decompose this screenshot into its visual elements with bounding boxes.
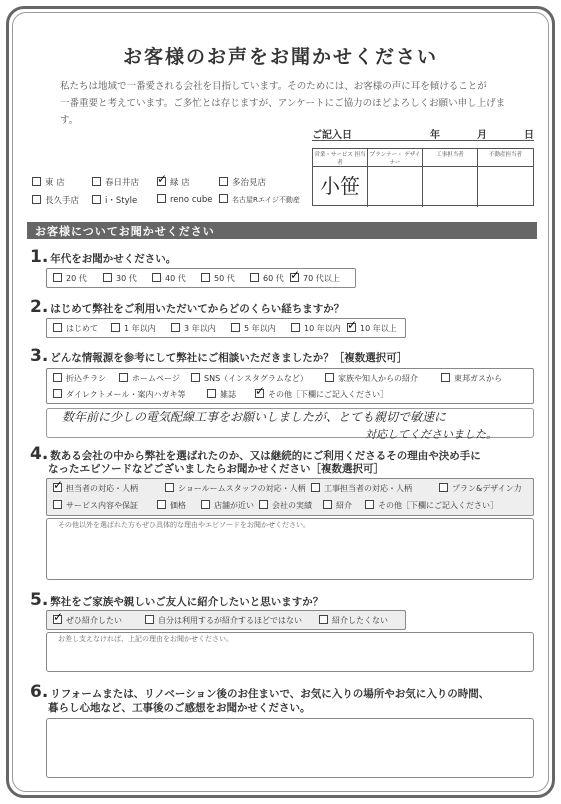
q1-option-30s[interactable] xyxy=(103,273,137,284)
q5-option-no[interactable] xyxy=(319,615,388,626)
option-label: 1 年以内 xyxy=(124,324,156,333)
q4-option-staff[interactable] xyxy=(53,478,138,494)
option-label: ダイレクトメール・案内ハガキ等 xyxy=(66,390,186,399)
staff-table xyxy=(312,148,534,206)
staff-header-sales: 営業・サービス 担当者 xyxy=(313,149,368,167)
q5-option-not-enough[interactable] xyxy=(145,615,302,626)
q4-option-service[interactable] xyxy=(53,500,138,511)
option-label: はじめて xyxy=(66,324,98,333)
checkbox[interactable] xyxy=(439,483,448,492)
q3-option-referral[interactable] xyxy=(325,373,418,384)
option-label: 30 代 xyxy=(116,274,137,283)
option-label: 3 年以内 xyxy=(184,324,216,333)
option-label: 東邦ガスから xyxy=(454,374,502,383)
option-label: プラン&デザイン力 xyxy=(452,484,522,493)
checkbox[interactable] xyxy=(53,389,62,398)
q4-note: その他以外を選ばれた方もぜひ具体的な理由やエピソードをお聞かせください。 xyxy=(58,521,310,529)
question-text-line-1: リフォームまたは、リノベーション後のお住まいで、お気に入りの場所やお気に入りの時間、 xyxy=(50,688,490,700)
question-number: 6. xyxy=(30,682,49,702)
q4-option-referral[interactable] xyxy=(323,500,352,511)
checkbox-checked[interactable] xyxy=(53,610,64,624)
store-midori[interactable] xyxy=(157,172,190,188)
q3-option-magazine[interactable] xyxy=(207,389,236,400)
option-label: SNS（インスタグラムなど） xyxy=(204,374,308,383)
q3-option-homepage[interactable] xyxy=(119,373,180,384)
check-mark-icon: ✓ xyxy=(290,268,301,282)
question-number: 2. xyxy=(30,297,49,317)
store-renocube[interactable] xyxy=(157,194,213,205)
option-label: 50 代 xyxy=(214,274,235,283)
q4-option-construction-staff[interactable] xyxy=(311,483,412,494)
option-label: 会社の実績 xyxy=(272,501,312,510)
q2-option-3yr[interactable] xyxy=(171,323,216,334)
section-header: お客様についてお聞かせください xyxy=(27,222,537,239)
checkbox[interactable] xyxy=(53,373,62,382)
question-1 xyxy=(30,247,176,267)
checkbox-checked[interactable] xyxy=(157,172,168,186)
checkbox[interactable] xyxy=(119,373,128,382)
question-text: 弊社をご家族や親しいご友人に紹介したいと思いますか？ xyxy=(50,596,324,608)
question-5 xyxy=(30,590,323,610)
checkbox[interactable] xyxy=(291,323,300,332)
q1-option-20s[interactable] xyxy=(53,273,87,284)
checkbox[interactable] xyxy=(92,195,101,204)
q3-option-toho-gas[interactable] xyxy=(441,373,502,384)
checkbox[interactable] xyxy=(319,615,328,624)
checkbox[interactable] xyxy=(201,273,210,282)
store-label: 多治見店 xyxy=(232,178,267,188)
staff-cell-sales[interactable] xyxy=(313,167,368,207)
checkbox[interactable] xyxy=(32,177,41,186)
staff-cell-construction[interactable] xyxy=(423,167,478,207)
check-mark-icon: ✓ xyxy=(347,318,358,332)
q5-options xyxy=(46,610,406,630)
question-number: 1. xyxy=(30,247,49,267)
checkbox-checked[interactable] xyxy=(347,318,358,332)
question-number: 4. xyxy=(30,444,49,464)
store-nagoya-r-age[interactable] xyxy=(219,194,300,205)
store-label: 春日井店 xyxy=(105,178,140,188)
entry-date-field[interactable] xyxy=(312,125,534,141)
option-label: 家族や知人からの紹介 xyxy=(338,374,418,383)
q3-handwritten-answer-line-1: 数年前に少しの電気配線工事をお願いしましたが、とても親切で敏速に xyxy=(62,410,447,424)
checkbox[interactable] xyxy=(325,373,334,382)
checkbox-checked[interactable] xyxy=(255,384,266,398)
q6-answer-area[interactable] xyxy=(46,718,534,778)
store-nagakute[interactable] xyxy=(32,194,79,206)
checkbox-checked[interactable] xyxy=(290,268,301,282)
month-label: 月 xyxy=(477,130,487,141)
sales-staff-name: 小笹 xyxy=(320,174,360,198)
question-number: 5. xyxy=(30,590,49,610)
checkbox[interactable] xyxy=(157,194,166,203)
checkbox[interactable] xyxy=(53,323,62,332)
option-label: 雑誌 xyxy=(220,390,236,399)
question-text: はじめて弊社をご利用いただいてからどのくらい経ちますか？ xyxy=(50,303,345,315)
option-label: 5 年以内 xyxy=(244,324,276,333)
q2-option-5yr[interactable] xyxy=(231,323,276,334)
checkbox-checked[interactable] xyxy=(53,478,64,492)
option-label: 折込チラシ xyxy=(66,374,106,383)
page-title: お客様のお声をお聞かせください xyxy=(122,46,438,68)
option-label: 店舗が近い xyxy=(214,501,254,510)
q1-options xyxy=(46,268,356,288)
checkbox[interactable] xyxy=(311,483,320,492)
q4-option-price[interactable] xyxy=(157,500,186,511)
check-mark-icon: ✓ xyxy=(53,610,64,624)
q4-option-store-near[interactable] xyxy=(201,500,254,511)
checkbox[interactable] xyxy=(441,373,450,382)
option-label: サービス内容や保証 xyxy=(66,501,138,510)
checkbox[interactable] xyxy=(92,177,101,186)
option-label: 40 代 xyxy=(165,274,186,283)
option-label: その他［下欄にご記入ください］ xyxy=(378,501,498,510)
check-mark-icon: ✓ xyxy=(53,478,64,492)
q5-option-definitely[interactable] xyxy=(53,610,122,626)
checkbox[interactable] xyxy=(152,273,161,282)
question-2 xyxy=(30,297,344,317)
checkbox[interactable] xyxy=(157,500,166,509)
q4-option-other[interactable] xyxy=(365,500,498,511)
q4-options xyxy=(46,478,534,516)
checkbox[interactable] xyxy=(219,194,228,203)
option-label: 10 年以上 xyxy=(360,324,397,333)
option-label: 70 代以上 xyxy=(303,274,340,283)
store-label: 名古屋Rエイジ不動産 xyxy=(232,196,300,204)
option-label: 価格 xyxy=(170,501,186,510)
q2-option-10yr-plus[interactable] xyxy=(347,318,397,334)
checkbox[interactable] xyxy=(32,195,41,204)
q5-note: お差し支えなければ、上記の理由をお聞かせください。 xyxy=(58,635,233,643)
checkbox[interactable] xyxy=(171,323,180,332)
q1-option-40s[interactable] xyxy=(152,273,186,284)
intro-line-1: 私たちは地域で一番愛される会社を目指しています。そのためには、お客様の声に耳を傾けることが xyxy=(60,81,487,92)
q3-option-direct-mail[interactable] xyxy=(53,389,185,400)
q2-option-1yr[interactable] xyxy=(111,323,156,334)
option-label: 自分は利用するが紹介するほどではない xyxy=(158,616,302,625)
checkbox[interactable] xyxy=(323,500,332,509)
question-text: どんな情報源を参考にして弊社にご相談いただきましたか？［複数選択可］ xyxy=(50,352,408,364)
option-label: 紹介 xyxy=(336,501,352,510)
q1-option-50s[interactable] xyxy=(201,273,235,284)
q4-option-plan-design[interactable] xyxy=(439,483,522,494)
checkbox[interactable] xyxy=(53,500,62,509)
q4-option-track-record[interactable] xyxy=(259,500,312,511)
q3-option-other[interactable] xyxy=(255,384,388,400)
question-text-line-1: 数ある会社の中から弊社を選ばれたのか、又は継続的にご利用くださるその理由や決め手に xyxy=(50,450,481,462)
checkbox[interactable] xyxy=(111,323,120,332)
day-label: 日 xyxy=(524,130,534,141)
store-label: 長久手店 xyxy=(45,196,80,206)
option-label: 60 代 xyxy=(263,274,284,283)
option-label: 工事担当者の対応・人柄 xyxy=(324,484,412,493)
store-istyle[interactable] xyxy=(92,194,137,206)
q3-options xyxy=(46,368,534,404)
q3-handwritten-answer-line-2: 対応してくださいました。 xyxy=(365,428,497,441)
year-label: 年 xyxy=(430,130,440,141)
staff-header-realestate: 不動産担当者 xyxy=(478,149,533,167)
q4-option-showroom[interactable] xyxy=(165,483,306,494)
staff-header-planner: プランナー・ デザイナー xyxy=(368,149,423,167)
q2-options xyxy=(46,318,406,338)
checkbox[interactable] xyxy=(231,323,240,332)
option-label: ショールームスタッフの対応・人柄 xyxy=(178,484,306,493)
store-tajimi[interactable] xyxy=(219,176,266,188)
option-label: その他［下欄にご記入ください］ xyxy=(268,390,388,399)
checkbox[interactable] xyxy=(145,615,154,624)
store-label: 東 店 xyxy=(45,178,65,188)
option-label: 10 年以内 xyxy=(304,324,341,333)
checkbox[interactable] xyxy=(103,273,112,282)
intro-line-2: 一番重要と考えています。ご多忙とは存じますが、アンケートにご協力のほどよろしくお願い申し上げます。 xyxy=(60,98,506,126)
question-number: 3. xyxy=(30,346,49,366)
store-label: reno cube xyxy=(170,195,213,205)
option-label: ホームページ xyxy=(132,374,180,383)
option-label: 紹介したくない xyxy=(332,616,388,625)
q1-option-70s-plus[interactable] xyxy=(290,268,340,284)
question-6 xyxy=(30,682,489,702)
store-kasugai[interactable] xyxy=(92,176,139,188)
q3-option-flyer[interactable] xyxy=(53,373,106,384)
entry-date-label: ご記入日 xyxy=(312,130,352,141)
store-label: 緑 店 xyxy=(170,178,190,188)
q2-option-10yr[interactable] xyxy=(291,323,341,334)
check-mark-icon: ✓ xyxy=(157,172,168,186)
checkbox[interactable] xyxy=(165,483,174,492)
intro-text xyxy=(60,78,510,129)
q3-option-sns[interactable] xyxy=(191,373,308,384)
checkbox[interactable] xyxy=(250,273,259,282)
option-label: ぜひ紹介したい xyxy=(66,616,122,625)
q1-option-60s[interactable] xyxy=(250,273,284,284)
option-label: 20 代 xyxy=(66,274,87,283)
option-label: 担当者の対応・人柄 xyxy=(66,484,138,493)
question-6-cont: 暮らし心地など、工事後のご感想をお聞かせください。 xyxy=(48,702,311,714)
q2-option-first[interactable] xyxy=(53,323,98,334)
staff-cell-realestate[interactable] xyxy=(478,167,533,207)
checkbox[interactable] xyxy=(201,500,210,509)
checkbox[interactable] xyxy=(207,389,216,398)
checkbox[interactable] xyxy=(191,373,200,382)
checkbox[interactable] xyxy=(219,177,228,186)
checkbox[interactable] xyxy=(53,273,62,282)
staff-header-construction: 工事担当者 xyxy=(423,149,478,167)
question-text: 年代をお聞かせください。 xyxy=(50,253,177,265)
staff-cell-planner[interactable] xyxy=(368,167,423,207)
question-3 xyxy=(30,346,407,366)
store-label: i・Style xyxy=(105,196,138,206)
checkbox[interactable] xyxy=(259,500,268,509)
checkbox[interactable] xyxy=(365,500,374,509)
check-mark-icon: ✓ xyxy=(255,384,266,398)
store-higashi[interactable] xyxy=(32,176,65,188)
question-4-cont: なったエピソードなどございましたらお聞かせください［複数選択可］ xyxy=(48,463,384,475)
